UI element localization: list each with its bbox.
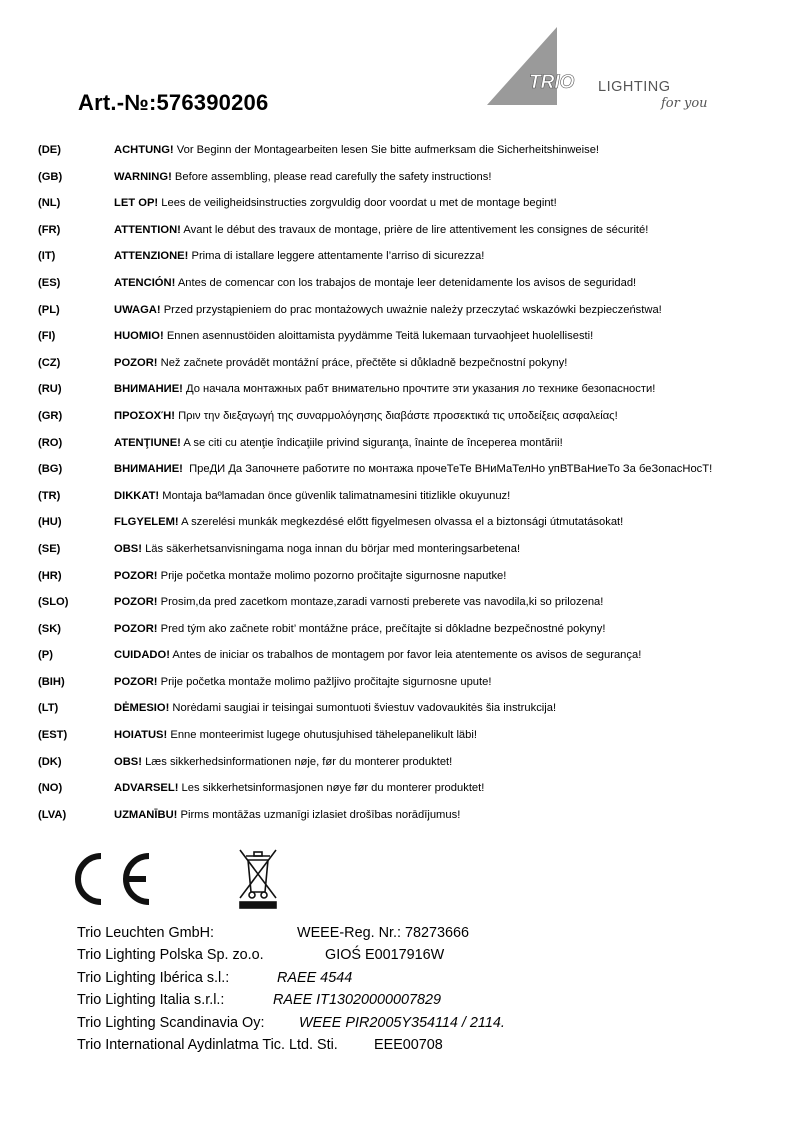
company-name: Trio Lighting Scandinavia Oy: — [77, 1014, 265, 1031]
warning-row — [38, 459, 778, 486]
warning-message: Než začnete provádět montážní práce, přečtěte si důkladně bezpečnostní pokyny! — [157, 356, 568, 369]
warning-row — [38, 619, 778, 646]
warning-message: Prima di istallare leggere attentamente l’arriso di sicurezza! — [188, 250, 485, 263]
warning-keyword: OBS! — [114, 755, 142, 768]
language-code: (FI) — [38, 330, 56, 343]
language-code: (BIH) — [38, 675, 65, 688]
warning-row — [38, 539, 778, 566]
warning-row — [38, 193, 778, 220]
warning-text — [114, 619, 605, 639]
language-code: (HR) — [38, 569, 62, 582]
language-code: (HU) — [38, 516, 62, 529]
warning-text — [114, 379, 655, 399]
warning-row — [38, 778, 778, 805]
warning-text — [114, 300, 662, 320]
warning-message: Prije početka montaže molimo pozorno pročitajte sigurnosne naputke! — [157, 569, 507, 582]
warning-row — [38, 592, 778, 619]
warning-text — [114, 805, 460, 825]
language-code: (SLO) — [38, 596, 69, 609]
warning-text — [114, 353, 567, 373]
logo-brand: TRIO — [529, 72, 575, 93]
language-code: (LT) — [38, 702, 59, 715]
ce-mark-icon — [78, 856, 149, 902]
warning-keyword: ВНИМАНИЕ! — [114, 463, 183, 476]
warning-keyword: WARNING! — [114, 170, 172, 183]
registration-number: GIOŚ E0017916W — [325, 947, 445, 964]
warning-message: Lees de veiligheidsinstructies zorgvuldig door voordat u met de montage begint! — [158, 197, 557, 210]
registration-number: RAEE 4544 — [277, 969, 353, 986]
warning-message: Pred tým ako začnete robit’ montážne práce, prečítajte si dôkladne bezpečnostné pokyny! — [157, 622, 606, 635]
warning-row — [38, 725, 778, 752]
warning-message: A se citi cu atenţie îndicaţiile privind siguranţa, înainte de începerea montării! — [180, 436, 563, 449]
warning-keyword: ВНИМАНИЕ! — [114, 383, 183, 396]
warning-message: Antes de iniciar os trabalhos de montagem por favor leia atentemente os avisos de segurança! — [169, 649, 642, 662]
warning-keyword: POZOR! — [114, 596, 158, 609]
warning-text — [114, 672, 491, 692]
warning-row — [38, 698, 778, 725]
warning-text — [114, 566, 506, 586]
warning-keyword: ADVARSEL! — [114, 782, 179, 795]
warning-message: Læs sikkerhedsinformationen nøje, før du monterer produktet! — [141, 755, 453, 768]
company-name: Trio International Aydinlatma Tic. Ltd. Sti. — [77, 1036, 338, 1053]
warning-message: Avant le début des travaux de montage, prière de lire attentivement les consignes de sécurité! — [180, 223, 649, 236]
warning-message: Montaja baºlamadan önce güvenlik talimatnamesini titizlikle okuyunuz! — [159, 489, 511, 502]
company-name: Trio Leuchten GmbH: — [77, 925, 215, 941]
warning-row — [38, 326, 778, 353]
warning-keyword: UWAGA! — [114, 303, 161, 316]
language-code: (ES) — [38, 276, 61, 289]
language-code: (P) — [38, 649, 53, 662]
language-code: (NO) — [38, 782, 63, 795]
warning-row — [38, 406, 778, 433]
warning-row — [38, 486, 778, 513]
warning-row — [38, 672, 778, 699]
warning-row — [38, 220, 778, 247]
warning-message: Vor Beginn der Montagearbeiten lesen Sie bitte aufmerksam die Sicherheitshinweise! — [173, 144, 600, 156]
logo-tagline: for you — [661, 96, 708, 111]
warning-row — [38, 300, 778, 327]
warning-message: Pirms montāžas uzmanīgi izlasiet drošības norādījumus! — [177, 808, 461, 821]
language-code: (RU) — [38, 383, 62, 396]
warning-keyword: ATENŢIUNE! — [114, 436, 181, 449]
language-code: (SK) — [38, 622, 61, 635]
registration-number: WEEE-Reg. Nr.: 78273666 — [297, 925, 469, 941]
warning-row — [38, 246, 778, 273]
warning-message: Ennen asennustöiden aloittamista pyydämme Teitä lukemaan turvaohjeet huolellisesti! — [163, 330, 594, 343]
warning-message: Norėdami saugiai ir teisingai sumontuoti šviestuv vadovaukitės šia instrukcija! — [169, 702, 557, 715]
warning-keyword: POZOR! — [114, 622, 158, 635]
warning-keyword: POZOR! — [114, 569, 158, 582]
warning-text — [114, 167, 491, 187]
warning-text — [114, 698, 556, 718]
company-name: Trio Lighting Polska Sp. zo.o. — [77, 947, 264, 964]
weee-crossed-bin-icon — [240, 850, 276, 908]
warning-text — [114, 220, 648, 240]
warning-message: Antes de comencar con los trabajos de montaje leer detenidamente los avisos de seguridad! — [175, 276, 637, 289]
warning-text — [114, 433, 563, 453]
warning-keyword: POZOR! — [114, 675, 158, 688]
warning-keyword: HUOMIO! — [114, 330, 164, 343]
warning-text — [114, 246, 484, 266]
warning-text — [114, 459, 712, 479]
warning-keyword: HOIATUS! — [114, 729, 168, 742]
language-code: (SE) — [38, 542, 61, 555]
warning-text — [114, 512, 623, 532]
warning-text — [114, 778, 484, 798]
warning-message: Läs säkerhetsanvisningama noga innan du börjar med monteringsarbetena! — [141, 542, 521, 555]
warning-message: Prosim,da pred zacetkom montaze,zaradi varnosti preberete vas navodila,ki so prilozena! — [157, 596, 604, 609]
warning-message: Πριν την διεξαγωγή της συναρμολόγησης διαβάστε προσεκτικά τις υποδείξεις ασφαλείας! — [174, 409, 618, 422]
registration-number: RAEE IT13020000007829 — [273, 992, 442, 1009]
warning-message: Les sikkerhetsinformasjonen nøye før du monterer produktet! — [178, 782, 485, 795]
warning-text — [114, 326, 593, 346]
certification-marks — [74, 848, 294, 910]
warning-text — [114, 592, 603, 612]
warning-row — [38, 353, 778, 380]
trio-lighting-logo — [487, 27, 717, 119]
warning-row — [38, 273, 778, 300]
warning-text — [114, 406, 618, 426]
warning-text — [114, 486, 510, 506]
warning-row — [38, 752, 778, 779]
language-code: (DE) — [38, 144, 61, 156]
warning-message: A szerelési munkák megkezdésé előtt figyelmesen olvassa el a biztonsági útmutatásokat! — [178, 516, 624, 529]
warning-text — [114, 539, 520, 559]
warning-keyword: UZMANĪBU! — [114, 808, 178, 821]
warning-message: Przed przystąpieniem do prac montażowych uważnie należy przeczytać wskazówki bezpieczeństwa! — [160, 303, 662, 316]
warning-keyword: ACHTUNG! — [114, 144, 174, 156]
warning-keyword: ATENCIÓN! — [114, 276, 176, 289]
warning-text — [114, 645, 641, 665]
warning-message: Enne monteerimist lugege ohutusjuhised tähelepanelikult läbi! — [167, 729, 477, 742]
language-code: (GB) — [38, 170, 63, 183]
language-code: (FR) — [38, 223, 61, 236]
language-code: (IT) — [38, 250, 56, 263]
logo-word: LIGHTING — [598, 79, 671, 95]
warning-message: Prije početka montaže molimo pažljivo pročitajte sigurnosne upute! — [157, 675, 492, 688]
language-code: (GR) — [38, 409, 63, 422]
warning-text — [114, 752, 452, 772]
warning-text — [114, 273, 636, 293]
warning-message: Before assembling, please read carefully the safety instructions! — [171, 170, 492, 183]
warning-keyword: ATTENZIONE! — [114, 250, 189, 263]
language-code: (TR) — [38, 489, 61, 502]
warning-row — [38, 805, 778, 832]
language-code: (RO) — [38, 436, 63, 449]
registration-number: EEE00708 — [374, 1036, 443, 1053]
warning-row — [38, 379, 778, 406]
warning-row — [38, 140, 778, 167]
warning-row — [38, 645, 778, 672]
language-code: (NL) — [38, 197, 61, 210]
company-name: Trio Lighting Italia s.r.l.: — [77, 992, 225, 1009]
warning-text — [114, 140, 599, 160]
warning-text — [114, 725, 477, 745]
language-code: (CZ) — [38, 356, 61, 369]
warning-row — [38, 433, 778, 460]
article-number: Art.-№:576390206 — [78, 90, 269, 115]
warning-keyword: ATTENTION! — [114, 223, 181, 236]
warning-keyword: DIKKAT! — [114, 489, 160, 502]
warning-message: ПреДИ Да Започнете работите по монтажа прочеТеТе ВНиМаТелНо упВТВаНиеТо За беЗопасНосТ! — [182, 463, 713, 476]
warning-message: До начала монтажных рабт внимательно прочтите эти указания ло технике безопасности! — [182, 383, 656, 396]
warning-row — [38, 167, 778, 194]
language-code: (LVA) — [38, 808, 67, 821]
warning-keyword: DĖMESIO! — [114, 702, 170, 715]
warning-row — [38, 512, 778, 539]
warning-row — [38, 566, 778, 593]
warning-keyword: POZOR! — [114, 356, 158, 369]
warning-keyword: FLGYELEM! — [114, 516, 179, 529]
warning-keyword: ΠΡΟΣΟΧΉ! — [114, 409, 175, 422]
warning-keyword: OBS! — [114, 542, 142, 555]
language-code: (PL) — [38, 303, 60, 316]
language-code: (EST) — [38, 729, 68, 742]
warning-text — [114, 193, 557, 213]
registration-number: WEEE PIR2005Y354114 / 2114. — [299, 1014, 505, 1031]
warning-keyword: CUIDADO! — [114, 649, 170, 662]
language-code: (BG) — [38, 463, 63, 476]
warning-keyword: LET OP! — [114, 197, 159, 210]
safety-warnings-list — [38, 140, 778, 831]
logo-triangle — [487, 27, 557, 105]
company-name: Trio Lighting Ibérica s.l.: — [77, 969, 230, 986]
language-code: (DK) — [38, 755, 62, 768]
